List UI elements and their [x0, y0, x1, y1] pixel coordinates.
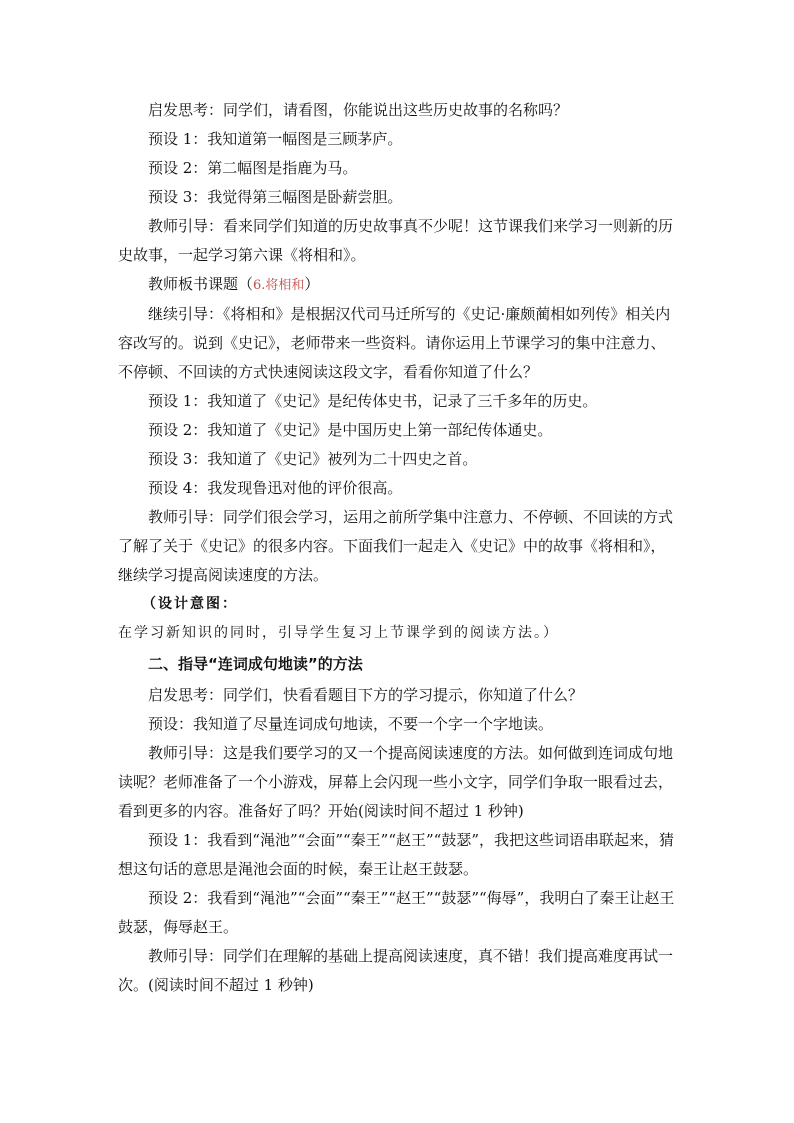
paragraph-continue-guide: 继续引导：《将相和》是根据汉代司马迁所写的《史记·廉颇蔺相如列传》相关内容改写的。说到《史记》，老师带来一些资料。请你运用上节课学习的集中注意力、不停顿、不回读的方式快速阅读这段文字，看看你知道了什么？	[118, 305, 671, 381]
paragraph-shiji-preset-4: 预设 4：我发现鲁迅对他的评价很高。	[148, 479, 403, 497]
paragraph-teacher-guide-1: 教师引导：看来同学们知道的历史故事真不少呢！这节课我们来学习一则新的历史故事，一起学习第六课《将相和》。	[118, 217, 674, 264]
board-title-prefix: 教师板书课题（	[148, 275, 254, 293]
paragraph-shiji-preset-3: 预设 3：我知道了《史记》被列为二十四史之首。	[148, 450, 478, 468]
design-intent-text: 在学习新知识的同时，引导学生复习上节课学到的阅读方法。）	[118, 625, 559, 641]
design-intent-label: （设计意图：	[142, 596, 238, 612]
paragraph-teacher-guide-4: 教师引导：同学们在理解的基础上提高阅读速度，真不错！我们提高难度再试一次。(阅读时间不超过 1 秒钟)	[118, 947, 674, 994]
document-page	[118, 96, 678, 1000]
section-heading: 二、指导“连词成句地读”的方法	[148, 655, 363, 673]
paragraph-board-title	[118, 270, 678, 300]
paragraph-game-preset-2: 预设 2：我看到“渑池”“会面”“秦王”“赵王”“鼓瑟”“侮辱”，我明白了秦王让赵王鼓瑟，侮辱赵王。	[118, 889, 675, 936]
paragraph-game-preset-1: 预设 1：我看到“渑池”“会面”“秦王”“赵王”“鼓瑟”，我把这些词语串联起来，猜想这句话的意思是渑池会面的时候，秦王让赵王鼓瑟。	[118, 831, 674, 878]
paragraph-teacher-guide-3: 教师引导：这是我们要学习的又一个提高阅读速度的方法。如何做到连词成句地读呢？老师准备了一个小游戏，屏幕上会闪现一些小文字，同学们争取一眼看过去，看到更多的内容。准备好了吗？开始(阅读时间不超过 1 秒钟)	[118, 744, 674, 820]
paragraph-shiji-preset-1: 预设 1：我知道了《史记》是纪传体史书，记录了三千多年的历史。	[148, 392, 598, 410]
board-title-lesson: 6.将相和	[253, 278, 305, 293]
paragraph-design-intent	[118, 590, 678, 648]
paragraph-inspire-question-2: 启发思考：同学们，快看看题目下方的学习提示，你知道了什么？	[148, 686, 584, 704]
paragraph-preset-3: 预设 3：我觉得第三幅图是卧薪尝胆。	[148, 188, 403, 206]
paragraph-preset-2: 预设 2：第二幅图是指鹿为马。	[148, 159, 358, 177]
paragraph-shiji-preset-2: 预设 2：我知道了《史记》是中国历史上第一部纪传体通史。	[148, 421, 553, 439]
paragraph-inspire-question: 启发思考：同学们，请看图，你能说出这些历史故事的名称吗？	[148, 101, 569, 119]
paragraph-teacher-guide-2: 教师引导：同学们很会学习，运用之前所学集中注意力、不停顿、不回读的方式了解了关于《史记》的很多内容。下面我们一起走入《史记》中的故事《将相和》，继续学习提高阅读速度的方法。	[118, 508, 674, 584]
paragraph-preset-reading: 预设：我知道了尽量连词成句地读，不要一个字一个字地读。	[148, 715, 554, 733]
paragraph-preset-1: 预设 1：我知道第一幅图是三顾茅庐。	[148, 130, 403, 148]
board-title-suffix: ）	[304, 275, 320, 293]
